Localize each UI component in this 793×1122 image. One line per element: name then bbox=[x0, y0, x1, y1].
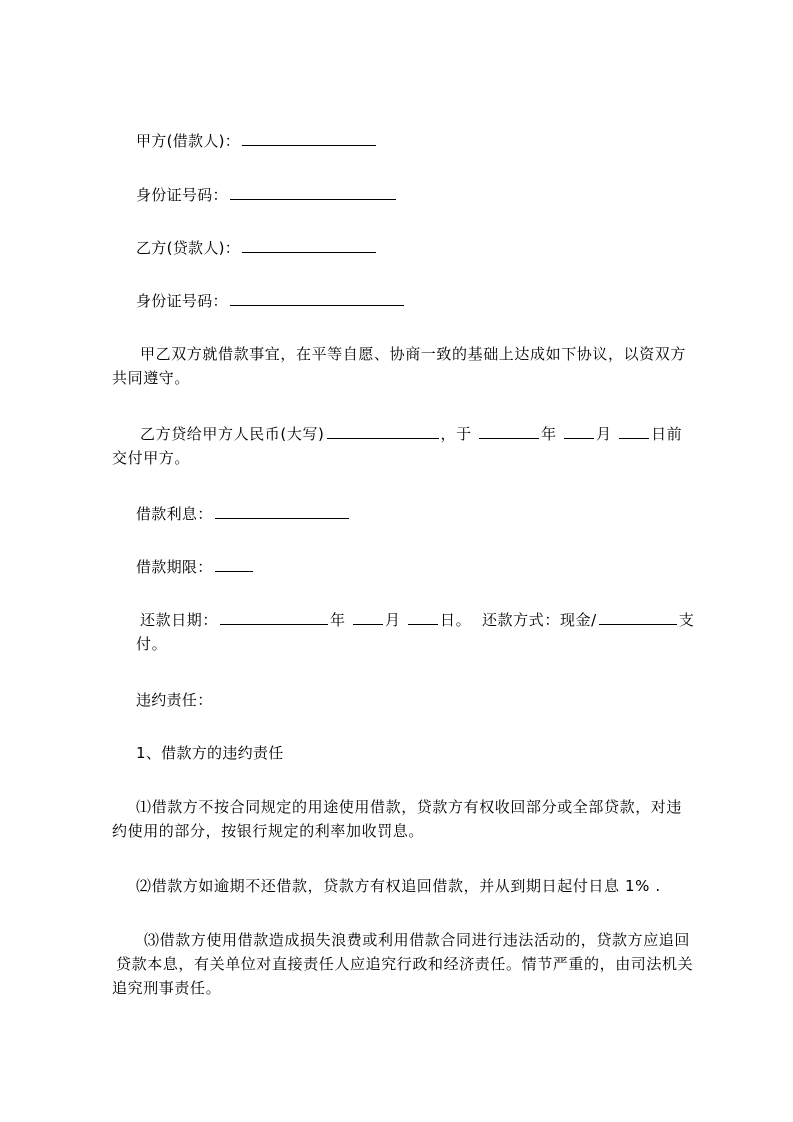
repay-year-blank bbox=[220, 611, 328, 625]
loan-year: 年 bbox=[541, 425, 557, 443]
interest-field bbox=[136, 502, 351, 526]
liability-heading: 违约责任： bbox=[136, 691, 213, 709]
loan-amount-blank bbox=[327, 425, 439, 439]
clause-3-line-1: ⑶借款方使用借款造成损失浪费或利用借款合同进行违法活动的，贷款方应追回 bbox=[144, 931, 691, 949]
term-blank bbox=[215, 558, 253, 572]
clause-2 bbox=[112, 874, 661, 898]
party-b-label: 乙方(贷款人)： bbox=[136, 239, 241, 257]
party-b-blank bbox=[242, 239, 376, 253]
intro-paragraph bbox=[112, 342, 686, 390]
repay-month: 月 bbox=[385, 611, 401, 629]
party-a-id-blank bbox=[230, 186, 396, 200]
repay-day: 日。 bbox=[439, 611, 472, 629]
party-a-field bbox=[136, 129, 378, 153]
loan-day-blank bbox=[619, 425, 649, 439]
interest-blank bbox=[215, 505, 349, 519]
loan-prefix: 乙方贷给甲方人民币(大写) bbox=[140, 425, 325, 443]
clause-3 bbox=[112, 928, 693, 1000]
clause-3-line-3: 追究刑事责任。 bbox=[112, 979, 222, 997]
loan-day-before: 日前 bbox=[651, 425, 683, 443]
repay-method-label: 还款方式：现金/ bbox=[481, 611, 597, 629]
loan-month-blank bbox=[564, 425, 594, 439]
repay-method-blank bbox=[599, 611, 677, 625]
loan-line-2: 交付甲方。 bbox=[112, 449, 191, 467]
party-b-id-blank bbox=[230, 292, 404, 306]
clause-2-line-1: ⑵借款方如逾期不还借款，贷款方有权追回借款，并从到期日起付日息 1% . bbox=[136, 877, 661, 895]
clause-1-line-2: 约使用的部分，按银行规定的利率加收罚息。 bbox=[112, 822, 425, 840]
repay-year: 年 bbox=[330, 611, 346, 629]
loan-year-blank bbox=[479, 425, 539, 439]
party-b-id-field bbox=[136, 289, 406, 313]
borrower-liability-heading: 1、借款方的违约责任 bbox=[136, 744, 284, 762]
party-a-blank bbox=[242, 132, 376, 146]
repay-month-blank bbox=[353, 611, 383, 625]
party-b-field bbox=[136, 236, 378, 260]
term-field bbox=[136, 555, 255, 579]
repay-line-1 bbox=[112, 608, 694, 632]
loan-amount-paragraph bbox=[112, 422, 682, 470]
repayment-paragraph bbox=[112, 608, 694, 656]
interest-label: 借款利息： bbox=[136, 505, 213, 523]
repay-day-blank bbox=[408, 611, 438, 625]
party-a-label: 甲方(借款人)： bbox=[136, 132, 241, 150]
repay-line-2: 付。 bbox=[136, 635, 168, 653]
loan-line-1 bbox=[112, 422, 682, 446]
repay-pay: 支 bbox=[678, 611, 695, 629]
intro-line-2: 共同遵守。 bbox=[112, 369, 191, 387]
party-a-id-field bbox=[136, 183, 398, 207]
party-a-id-label: 身份证号码： bbox=[136, 186, 228, 204]
loan-comma: ，于 bbox=[440, 425, 472, 443]
loan-month: 月 bbox=[596, 425, 612, 443]
clause-1 bbox=[112, 795, 682, 843]
party-b-id-label: 身份证号码： bbox=[136, 292, 228, 310]
clause-1-line-1: ⑴借款方不按合同规定的用途使用借款，贷款方有权收回部分或全部贷款，对违 bbox=[136, 798, 683, 816]
intro-line-1: 甲乙双方就借款事宜，在平等自愿、协商一致的基础上达成如下协议，以资双方 bbox=[140, 345, 687, 363]
clause-3-line-2: 贷款本息，有关单位对直接责任人应追究行政和经济责任。情节严重的，由司法机关 bbox=[116, 955, 694, 973]
repay-label: 还款日期： bbox=[140, 611, 219, 629]
term-label: 借款期限： bbox=[136, 558, 213, 576]
